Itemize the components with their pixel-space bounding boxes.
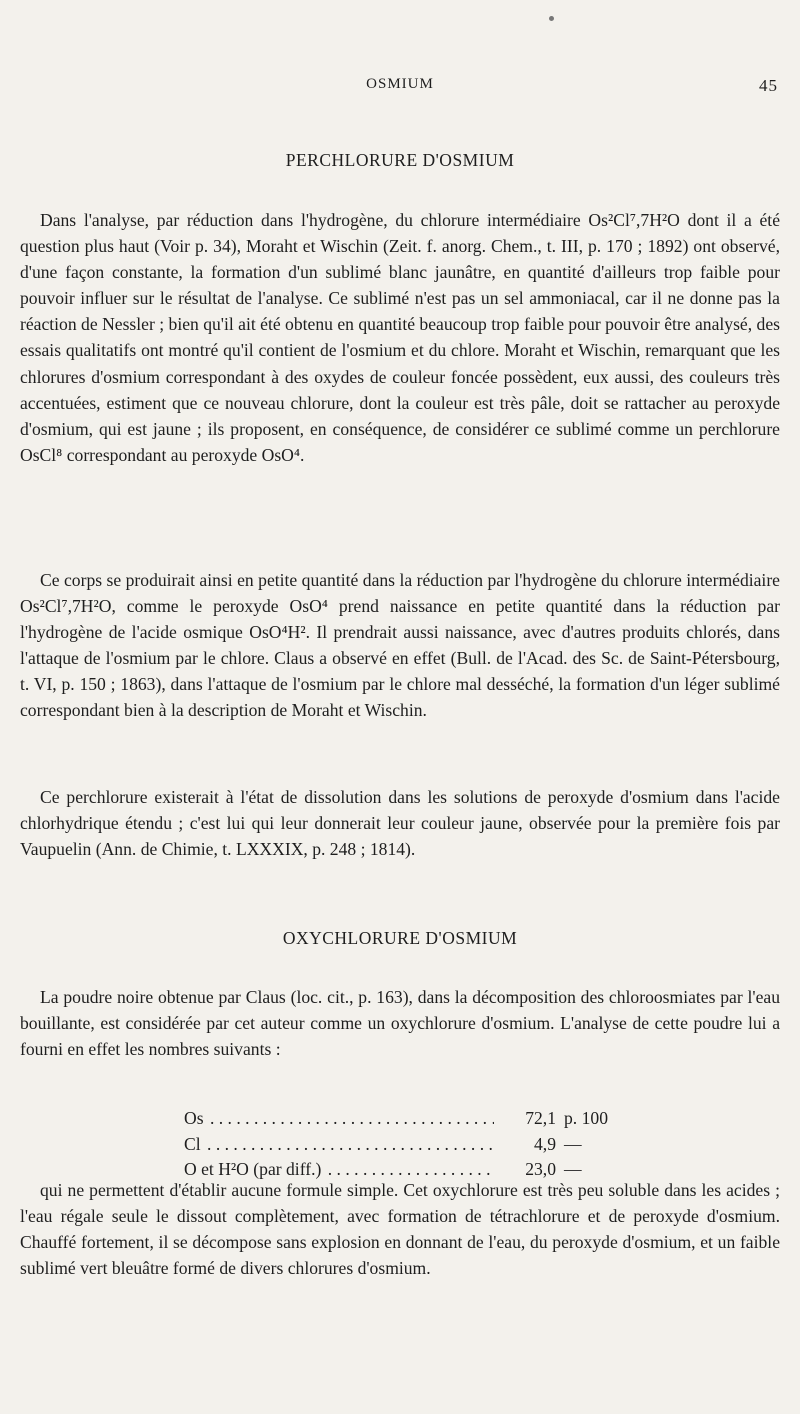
print-speck bbox=[549, 16, 554, 21]
table-row bbox=[184, 1132, 624, 1158]
element-value: 72,1 bbox=[494, 1106, 556, 1132]
page-number: 45 bbox=[759, 76, 778, 95]
element-unit: — bbox=[564, 1133, 582, 1154]
analysis-table bbox=[184, 1106, 624, 1183]
element-unit: p. 100 bbox=[564, 1108, 608, 1128]
paragraph-5: qui ne permettent d'établir aucune formule simple. Cet oxychlorure est très peu soluble dans les acides ; l'eau régale seule le dissout complètement, avec formation de tétrachlorure et de peroxyde d'osmium. Chauffé fortement, il se décompose sans explosion en donnant de l'eau, du peroxyde d'osmium, et un faible sublimé vert bleuâtre formé de divers chlorures d'osmium. bbox=[20, 1180, 780, 1279]
paragraph-4: La poudre noire obtenue par Claus (loc. cit., p. 163), dans la décomposition des chloroosmiates par l'eau bouillante, est considérée par cet auteur comme un oxychlorure d'osmium. L'analyse de cette poudre lui a fourni en effet les nombres suivants : bbox=[20, 987, 780, 1060]
section-title-oxychlorure: OXYCHLORURE D'OSMIUM bbox=[282, 928, 518, 948]
element-name: O et H²O (par diff.) bbox=[184, 1159, 322, 1179]
element-value: 23,0 bbox=[494, 1157, 556, 1183]
running-title: OSMIUM bbox=[366, 76, 434, 92]
table-row bbox=[184, 1106, 624, 1132]
paragraph-3: Ce perchlorure existerait à l'état de dissolution dans les solutions de peroxyde d'osmium dans l'acide chlorhydrique étendu ; c'est lui qui leur donnerait leur couleur jaune, observée pour la première fois par Vaupuelin (Ann. de Chimie, t. LXXXIX, p. 248 ; 1814). bbox=[20, 787, 780, 860]
element-name: Os bbox=[184, 1108, 204, 1128]
element-value: 4,9 bbox=[494, 1132, 556, 1158]
paragraph-1: Dans l'analyse, par réduction dans l'hydrogène, du chlorure intermédiaire Os²Cl⁷,7H²O dont il a été question plus haut (Voir p. 34), Moraht et Wischin (Zeit. f. anorg. Chem., t. III, p. 170 ; 1892) ont observé, d'une façon constante, la formation d'un sublimé blanc jaunâtre, en quantité d'ailleurs trop faible pour pouvoir influer sur le résultat de l'analyse. Ce sublimé n'est pas un sel ammoniacal, car il ne donne pas la réaction de Nessler ; bien qu'il ait été obtenu en quantité beaucoup trop faible pour pouvoir être analysé, des essais qualitatifs ont montré qu'il contient de l'osmium et du chlore. Moraht et Wischin, remarquant que les chlorures d'osmium correspondant à des oxydes de couleur foncée possèdent, eux aussi, des couleurs très accentuées, estiment que ce nouveau chlorure, dont la couleur est très pâle, doit se rattacher au peroxyde d'osmium, qui est jaune ; ils proposent, en conséquence, de considérer ce sublimé comme un perchlorure OsCl⁸ correspondant au peroxyde OsO⁴. bbox=[20, 210, 780, 465]
element-unit: — bbox=[564, 1159, 582, 1179]
paragraph-2: Ce corps se produirait ainsi en petite quantité dans la réduction par l'hydrogène du chlorure intermédiaire Os²Cl⁷,7H²O, comme le peroxyde OsO⁴ prend naissance en petite quantité dans la réduction par l'hydrogène de l'acide osmique OsO⁴H². Il prendrait aussi naissance, avec d'autres produits chlorés, dans l'attaque de l'osmium par le chlore. Claus a observé en effet (Bull. de l'Acad. des Sc. de Saint-Pétersbourg, t. VI, p. 150 ; 1863), dans l'attaque de l'osmium par le chlore mal desséché, la formation d'un léger sublimé correspondant bien à la description de Moraht et Wischin. bbox=[20, 570, 780, 721]
running-head bbox=[20, 76, 780, 100]
section-title-perchlorure: PERCHLORURE D'OSMIUM bbox=[285, 150, 515, 170]
element-name: Cl bbox=[184, 1133, 201, 1154]
